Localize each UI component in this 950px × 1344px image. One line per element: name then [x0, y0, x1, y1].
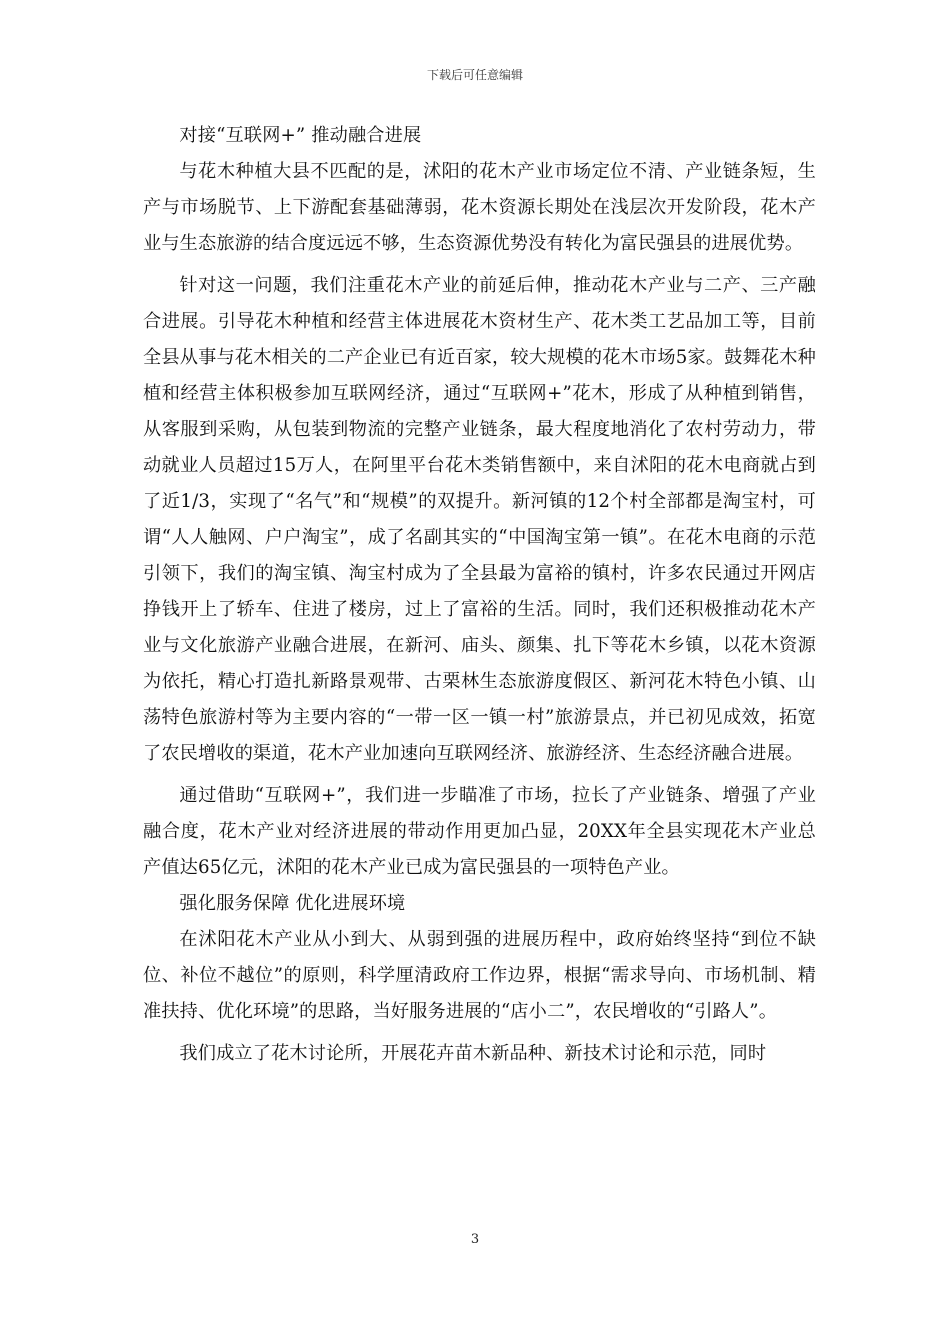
- section-heading-service: 强化服务保障 优化进展环境: [179, 893, 406, 914]
- paragraph: 通过借助“互联网+”，我们进一步瞄准了市场，拉长了产业链条、增强了产业融合度，花木产业对经济进展的带动作用更加凸显，20XX年全县实现花木产业总产值达65亿元，沭阳的花木产业已成为富民强县的一项特色产业。: [143, 785, 816, 878]
- paragraph: 在沭阳花木产业从小到大、从弱到强的进展历程中，政府始终坚持“到位不缺位、补位不越位”的原则，科学厘清政府工作边界，根据“需求导向、市场机制、精准扶持、优化环境”的思路，当好服务进展的“店小二”，农民增收的“引路人”。: [143, 929, 816, 1022]
- paragraph: 针对这一问题，我们注重花木产业的前延后伸，推动花木产业与二产、三产融合进展。引导花木种植和经营主体进展花木资材生产、花木类工艺品加工等，目前全县从事与花木相关的二产企业已有近百家，较大规模的花木市场5家。鼓舞花木种植和经营主体积极参加互联网经济，通过“互联网+”花木，形成了从种植到销售，从客服到采购，从包装到物流的完整产业链条，最大程度地消化了农村劳动力，带动就业人员超过15万人，在阿里平台花木类销售额中，来自沭阳的花木电商就占到了近1/3，实现了“名气”和“规模”的双提升。新河镇的12个村全部都是淘宝村，可谓“人人触网、户户淘宝”，成了名副其实的“中国淘宝第一镇”。在花木电商的示范引领下，我们的淘宝镇、淘宝村成为了全县最为富裕的镇村，许多农民通过开网店挣钱开上了轿车、住进了楼房，过上了富裕的生活。同时，我们还积极推动花木产业与文化旅游产业融合进展，在新河、庙头、颜集、扎下等花木乡镇，以花木资源为依托，精心打造扎新路景观带、古栗林生态旅游度假区、新河花木特色小镇、山荡特色旅游村等为主要内容的“一带一区一镇一村”旅游景点，并已初见成效，拓宽了农民增收的渠道，花木产业加速向互联网经济、旅游经济、生态经济融合进展。: [143, 275, 816, 764]
- section-heading-internet-plus: 对接“互联网+” 推动融合进展: [179, 125, 422, 146]
- page-header-note: 下载后可任意编辑: [426, 68, 523, 82]
- paragraph: 与花木种植大县不匹配的是，沭阳的花木产业市场定位不清、产业链条短，生产与市场脱节、上下游配套基础薄弱，花木资源长期处在浅层次开发阶段，花木产业与生态旅游的结合度远远不够，生态资源优势没有转化为富民强县的进展优势。: [143, 161, 816, 254]
- document-body: [143, 118, 816, 1072]
- page-number: 3: [470, 1232, 480, 1247]
- paragraph: 我们成立了花木讨论所，开展花卉苗木新品种、新技术讨论和示范，同时: [179, 1043, 767, 1064]
